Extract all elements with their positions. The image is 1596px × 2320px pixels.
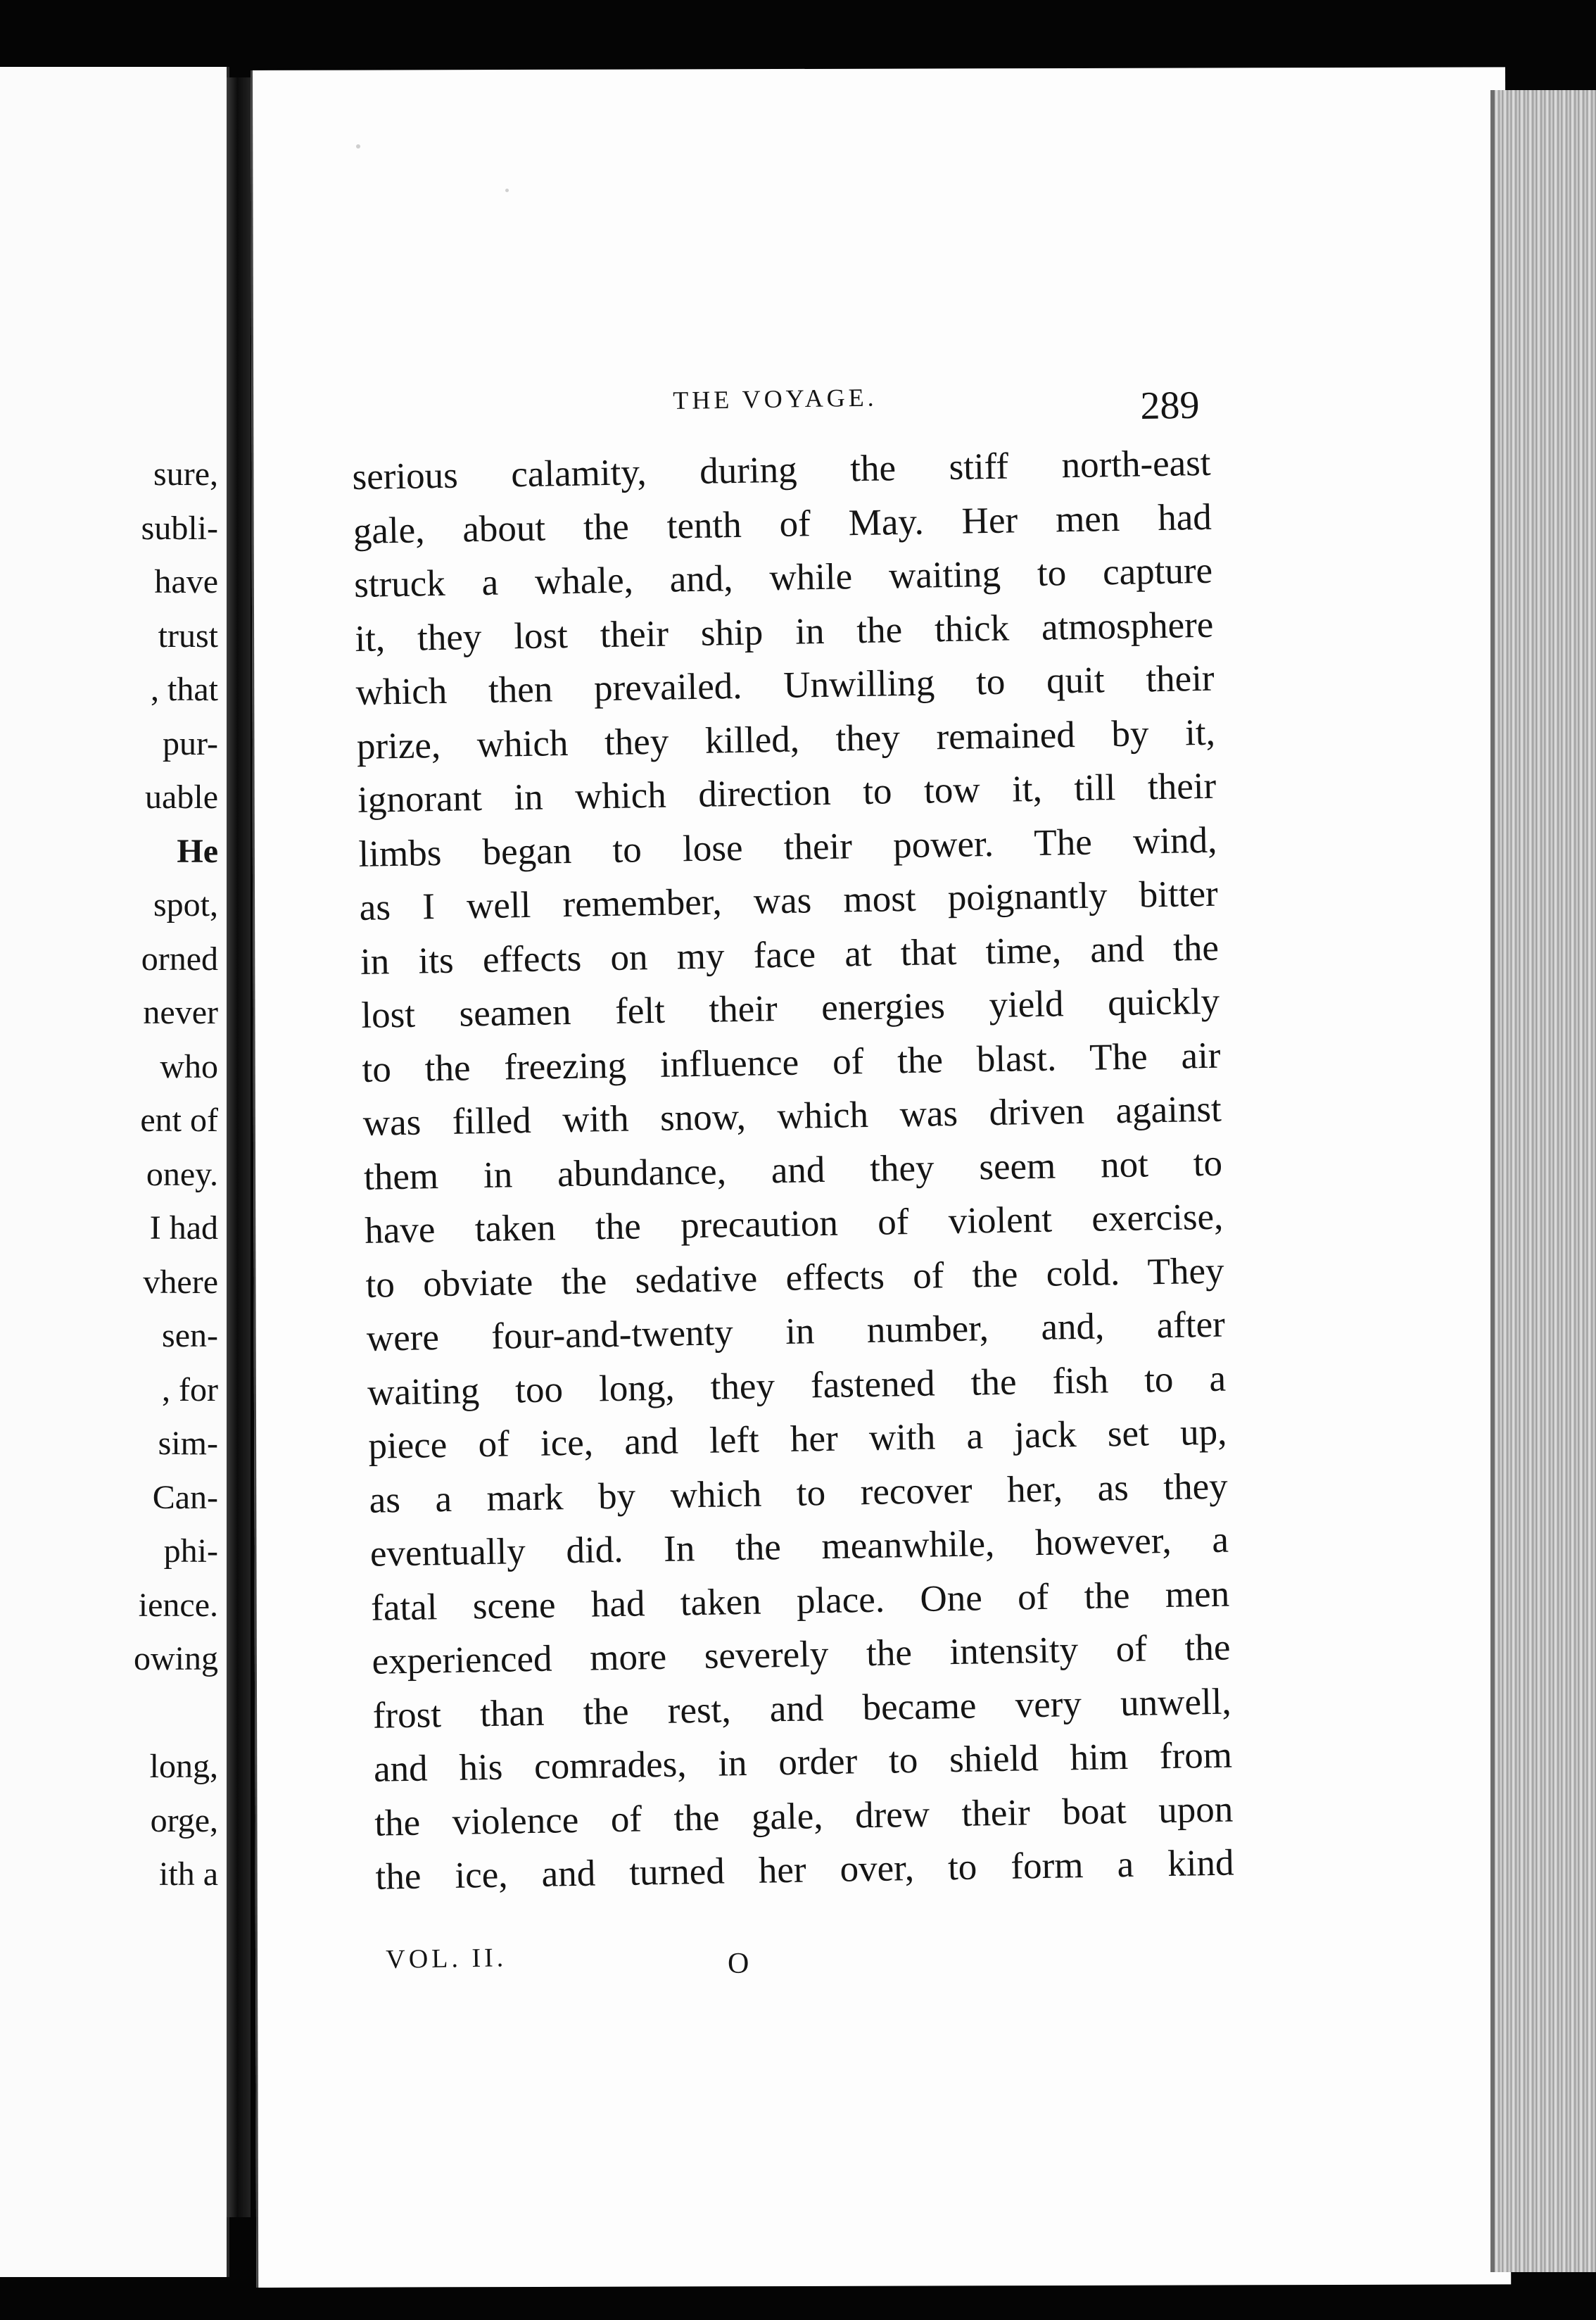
facing-page-line: , for	[162, 1371, 218, 1408]
facing-page-line: sure,	[153, 455, 218, 493]
facing-page-line: uable	[145, 778, 218, 816]
facing-page-line: vhere	[143, 1263, 218, 1301]
facing-page-line: never	[143, 994, 218, 1031]
page-edges	[1490, 90, 1596, 2272]
text-line: was filled with snow, which was driven against	[362, 1088, 1222, 1144]
text-line: struck a whale, and, while waiting to capture	[353, 550, 1213, 605]
text-line: fatal scene had taken place. One of the men	[370, 1573, 1230, 1629]
facing-page-line: phi-	[163, 1532, 218, 1570]
facing-page-line: pur-	[162, 725, 218, 762]
facing-page-line: sen-	[162, 1317, 218, 1354]
text-line: experienced more severely the intensity of the	[372, 1627, 1231, 1682]
book-gutter	[227, 77, 251, 2217]
text-line: and his comrades, in order to shield him from	[373, 1734, 1233, 1790]
text-line: piece of ice, and left her with a jack set up,	[367, 1411, 1227, 1467]
text-line: the violence of the gale, drew their boat upon	[374, 1789, 1234, 1844]
facing-page-line: have	[154, 563, 218, 600]
facing-page	[0, 67, 229, 2277]
facing-page-line: orned	[141, 940, 218, 978]
scan-speck	[356, 144, 360, 149]
facing-page-line: trust	[158, 617, 218, 655]
text-line: eventually did. In the meanwhile, however, a	[369, 1519, 1229, 1575]
page-number: 289	[1140, 383, 1200, 428]
text-line: to the freezing influence of the blast. The air	[362, 1035, 1221, 1090]
text-line: prize, which they killed, they remained by it,	[356, 712, 1216, 767]
text-line: serious calamity, during the stiff north-east	[352, 442, 1211, 498]
text-line: limbs began to lose their power. The wind,	[358, 819, 1217, 875]
facing-page-line: orge,	[150, 1802, 218, 1839]
text-line: as I well remember, was most poignantly bitter	[359, 873, 1219, 928]
text-line: them in abundance, and they seem not to	[363, 1142, 1223, 1198]
volume-signature: VOL. II.	[386, 1943, 507, 1974]
facing-page-line: subli-	[141, 510, 218, 547]
facing-page-line: ent of	[140, 1102, 218, 1139]
text-line: lost seamen felt their energies yield quickly	[360, 981, 1220, 1036]
facing-page-line: I had	[149, 1209, 218, 1247]
text-line: have taken the precaution of violent exercise,	[364, 1196, 1224, 1252]
text-line: waiting too long, they fastened the fish to a	[367, 1358, 1227, 1413]
facing-page-line: ience.	[138, 1587, 218, 1624]
text-line: it, they lost their ship in the thick atmosphere	[354, 604, 1214, 660]
facing-page-line: spot,	[153, 886, 218, 923]
scan-speck	[505, 189, 509, 192]
facing-page-line: who	[160, 1048, 218, 1085]
running-head: THE VOYAGE.	[673, 383, 878, 415]
facing-page-line: Can-	[152, 1479, 218, 1516]
text-line: ignorant in which direction to tow it, till their	[357, 765, 1217, 821]
signature-mark: O	[728, 1948, 749, 1980]
facing-page-line: sim-	[158, 1425, 218, 1462]
body-text	[352, 436, 1248, 1904]
text-line: the ice, and turned her over, to form a kind	[375, 1842, 1234, 1898]
facing-page-line: oney.	[146, 1156, 218, 1193]
facing-page-line: He	[177, 833, 218, 870]
text-line: which then prevailed. Unwilling to quit their	[355, 657, 1215, 713]
facing-page-line: ith a	[159, 1855, 218, 1893]
text-line: to obviate the sedative effects of the cold. They	[365, 1250, 1224, 1306]
text-line: gale, about the tenth of May. Her men had	[353, 496, 1212, 552]
text-line: as a mark by which to recover her, as they	[369, 1465, 1229, 1521]
facing-page-line: owing	[134, 1640, 218, 1677]
text-line: frost than the rest, and became very unwell,	[372, 1681, 1232, 1736]
text-line: in its effects on my face at that time, and the	[360, 927, 1220, 983]
facing-page-line: , that	[151, 671, 218, 708]
facing-page-line: long,	[149, 1748, 218, 1785]
text-line: were four-and-twenty in number, and, after	[366, 1304, 1226, 1359]
